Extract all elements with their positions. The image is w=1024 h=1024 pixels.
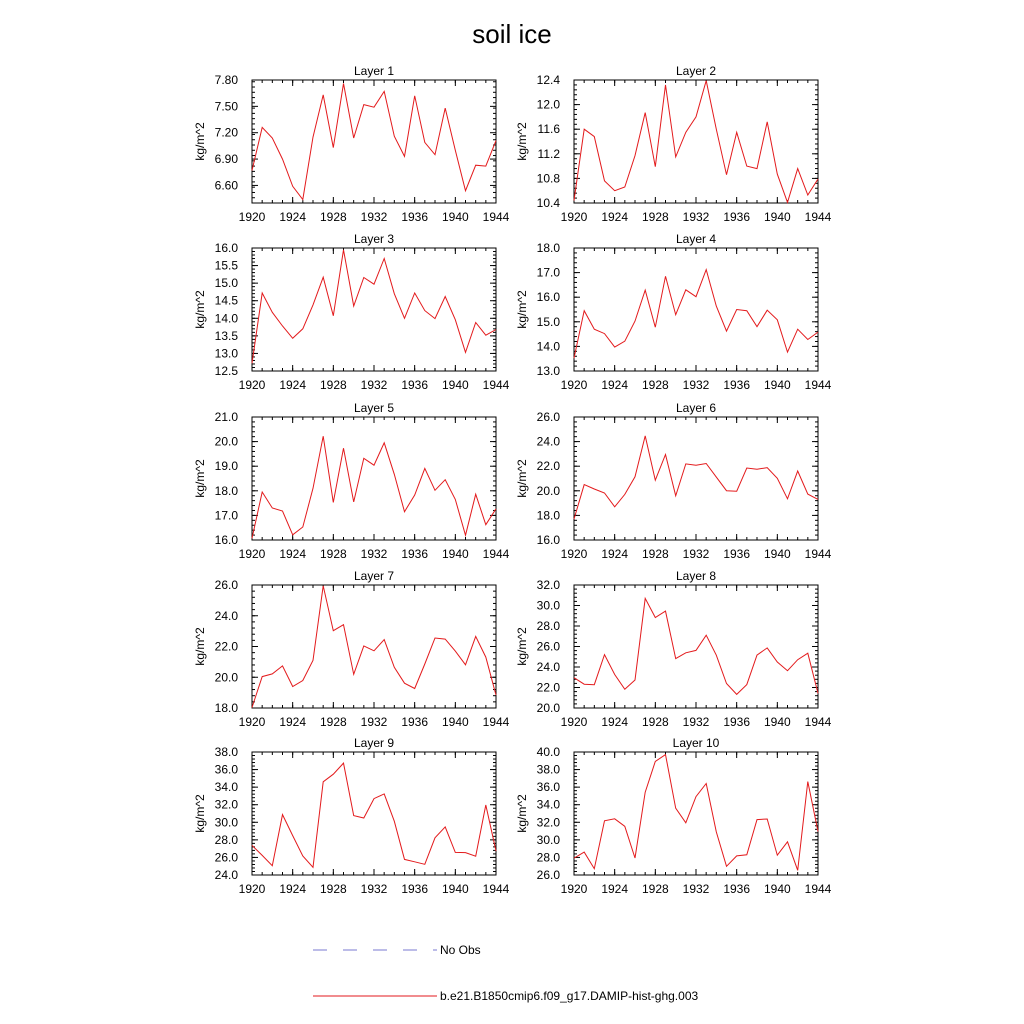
y-tick-label: 28.0 <box>536 619 560 633</box>
x-tick-label: 1936 <box>723 547 751 561</box>
y-tick-label: 36.0 <box>536 780 560 795</box>
y-tick-label: 26.0 <box>536 868 560 882</box>
x-tick-label: 1944 <box>482 715 510 729</box>
x-tick-label: 1940 <box>441 210 469 224</box>
x-tick-label: 1944 <box>804 378 832 392</box>
chart-panel-3 <box>193 232 510 392</box>
x-tick-label: 1944 <box>804 547 832 561</box>
x-tick-label: 1920 <box>560 715 588 729</box>
figure-title: soil ice <box>472 19 552 49</box>
x-tick-label: 1928 <box>319 378 347 392</box>
y-tick-label: 38.0 <box>214 745 238 759</box>
x-tick-label: 1924 <box>279 210 307 224</box>
y-tick-label: 34.0 <box>536 797 560 812</box>
x-tick-label: 1936 <box>401 715 429 729</box>
y-tick-label: 6.90 <box>214 152 238 167</box>
panel-title: Layer 5 <box>353 401 395 415</box>
panel-title: Layer 7 <box>353 569 395 583</box>
x-tick-label: 1940 <box>441 378 469 392</box>
x-tick-label: 1928 <box>641 715 669 729</box>
y-tick-label: 18.0 <box>536 241 560 255</box>
panel-title: Layer 4 <box>675 232 717 246</box>
y-tick-label: 30.0 <box>536 832 560 847</box>
y-tick-label: 14.0 <box>536 339 560 354</box>
y-tick-label: 10.8 <box>536 171 560 186</box>
chart-panel-8 <box>515 569 832 729</box>
y-tick-label: 30.0 <box>536 598 560 613</box>
x-tick-label: 1944 <box>804 210 832 224</box>
series-line <box>574 436 818 519</box>
y-tick-label: 18.0 <box>536 508 560 523</box>
y-tick-label: 14.5 <box>214 293 238 308</box>
x-tick-label: 1920 <box>560 210 588 224</box>
y-tick-label: 12.4 <box>536 73 560 87</box>
plot-frame <box>574 417 818 540</box>
panel-title: Layer 6 <box>675 401 717 415</box>
plot-frame <box>252 417 496 540</box>
y-tick-label: 38.0 <box>536 762 560 777</box>
series-line <box>252 763 496 867</box>
series-line <box>574 755 818 871</box>
x-tick-label: 1944 <box>804 882 832 896</box>
y-tick-label: 13.5 <box>214 328 238 343</box>
x-tick-label: 1928 <box>641 378 669 392</box>
y-axis-label: kg/m^2 <box>515 122 529 161</box>
chart-panel-9 <box>193 736 510 896</box>
y-tick-label: 28.0 <box>214 832 238 847</box>
x-tick-label: 1940 <box>441 715 469 729</box>
y-tick-label: 10.4 <box>536 196 560 210</box>
chart-panel-10 <box>515 736 832 896</box>
x-tick-label: 1936 <box>723 715 751 729</box>
series-line <box>252 436 496 538</box>
y-axis-label: kg/m^2 <box>193 122 207 161</box>
x-tick-label: 1928 <box>319 882 347 896</box>
y-tick-label: 11.2 <box>537 146 560 161</box>
y-tick-label: 32.0 <box>214 797 238 812</box>
panel-title: Layer 10 <box>672 736 720 750</box>
y-tick-label: 18.0 <box>214 701 238 715</box>
y-tick-label: 17.0 <box>214 508 238 523</box>
y-tick-label: 14.0 <box>214 311 238 326</box>
x-tick-label: 1944 <box>804 715 832 729</box>
y-tick-label: 15.0 <box>536 314 560 329</box>
y-tick-label: 15.5 <box>214 258 238 273</box>
x-tick-label: 1928 <box>641 547 669 561</box>
x-tick-label: 1940 <box>763 715 791 729</box>
panel-title: Layer 2 <box>675 64 717 78</box>
panel-title: Layer 9 <box>353 736 395 750</box>
y-axis-label: kg/m^2 <box>193 794 207 833</box>
x-tick-label: 1940 <box>763 210 791 224</box>
x-tick-label: 1932 <box>682 378 710 392</box>
x-tick-label: 1944 <box>482 210 510 224</box>
y-tick-label: 22.0 <box>536 459 560 474</box>
x-tick-label: 1920 <box>238 547 266 561</box>
series-line <box>252 586 496 708</box>
x-tick-label: 1944 <box>482 882 510 896</box>
y-tick-label: 26.0 <box>214 578 238 592</box>
y-tick-label: 20.0 <box>536 483 560 498</box>
x-tick-label: 1920 <box>238 378 266 392</box>
y-tick-label: 18.0 <box>214 483 238 498</box>
x-tick-label: 1924 <box>601 210 629 224</box>
x-tick-label: 1940 <box>763 378 791 392</box>
y-tick-label: 16.0 <box>536 533 560 547</box>
y-axis-label: kg/m^2 <box>515 290 529 329</box>
y-tick-label: 24.0 <box>536 660 560 674</box>
x-tick-label: 1940 <box>763 882 791 896</box>
x-tick-label: 1928 <box>319 715 347 729</box>
y-axis-label: kg/m^2 <box>515 794 529 833</box>
chart-panel-7 <box>193 569 510 729</box>
x-tick-label: 1936 <box>723 210 751 224</box>
y-axis-label: kg/m^2 <box>515 627 529 666</box>
y-axis-label: kg/m^2 <box>193 459 207 498</box>
y-axis-label: kg/m^2 <box>193 627 207 666</box>
x-tick-label: 1924 <box>601 715 629 729</box>
plot-frame <box>574 585 818 708</box>
series-line <box>574 598 818 694</box>
y-tick-label: 34.0 <box>214 780 238 795</box>
x-tick-label: 1924 <box>601 378 629 392</box>
series-line <box>252 84 496 200</box>
y-tick-label: 16.0 <box>214 241 238 255</box>
x-tick-label: 1928 <box>641 210 669 224</box>
y-tick-label: 26.0 <box>536 639 560 654</box>
y-tick-label: 28.0 <box>536 850 560 865</box>
plot-frame <box>574 752 818 875</box>
y-tick-label: 32.0 <box>536 578 560 592</box>
y-tick-label: 22.0 <box>214 639 238 654</box>
x-tick-label: 1936 <box>723 378 751 392</box>
y-tick-label: 17.0 <box>536 265 560 280</box>
y-tick-label: 11.6 <box>537 122 560 137</box>
legend <box>313 943 698 1003</box>
y-tick-label: 20.0 <box>214 434 238 449</box>
y-tick-label: 36.0 <box>214 762 238 777</box>
plot-frame <box>252 248 496 371</box>
legend-obs-label: No Obs <box>440 943 481 957</box>
chart-panel-1 <box>193 64 510 224</box>
x-tick-label: 1944 <box>482 547 510 561</box>
series-line <box>574 81 818 203</box>
x-tick-label: 1924 <box>601 547 629 561</box>
x-tick-label: 1936 <box>401 210 429 224</box>
x-tick-label: 1932 <box>682 210 710 224</box>
x-tick-label: 1932 <box>360 210 388 224</box>
x-tick-label: 1924 <box>279 378 307 392</box>
x-tick-label: 1944 <box>482 378 510 392</box>
y-axis-label: kg/m^2 <box>193 290 207 329</box>
x-tick-label: 1920 <box>238 882 266 896</box>
y-tick-label: 26.0 <box>214 850 238 865</box>
y-tick-label: 7.80 <box>214 73 238 87</box>
plot-frame <box>252 752 496 875</box>
y-tick-label: 24.0 <box>214 608 238 623</box>
x-tick-label: 1932 <box>682 715 710 729</box>
y-tick-label: 7.20 <box>214 125 238 140</box>
plot-frame <box>252 585 496 708</box>
y-tick-label: 20.0 <box>536 701 560 715</box>
y-tick-label: 24.0 <box>536 434 560 449</box>
panels-grid <box>193 64 832 896</box>
x-tick-label: 1940 <box>441 882 469 896</box>
x-tick-label: 1936 <box>401 378 429 392</box>
y-tick-label: 32.0 <box>536 815 560 830</box>
y-tick-label: 20.0 <box>214 670 238 685</box>
y-tick-label: 6.60 <box>214 178 238 193</box>
x-tick-label: 1924 <box>279 882 307 896</box>
chart-panel-5 <box>193 401 510 561</box>
y-tick-label: 24.0 <box>214 868 238 882</box>
chart-panel-6 <box>515 401 832 561</box>
x-tick-label: 1936 <box>401 882 429 896</box>
x-tick-label: 1932 <box>360 715 388 729</box>
x-tick-label: 1932 <box>360 882 388 896</box>
y-axis-label: kg/m^2 <box>515 459 529 498</box>
y-tick-label: 13.0 <box>536 364 560 378</box>
y-tick-label: 22.0 <box>536 680 560 695</box>
x-tick-label: 1928 <box>641 882 669 896</box>
chart-panel-4 <box>515 232 832 392</box>
y-tick-label: 16.0 <box>214 533 238 547</box>
y-tick-label: 16.0 <box>536 290 560 305</box>
x-tick-label: 1920 <box>238 715 266 729</box>
plot-frame <box>574 248 818 371</box>
panel-title: Layer 8 <box>675 569 717 583</box>
series-line <box>252 250 496 363</box>
x-tick-label: 1924 <box>279 547 307 561</box>
y-tick-label: 21.0 <box>214 410 238 424</box>
x-tick-label: 1940 <box>441 547 469 561</box>
x-tick-label: 1920 <box>560 547 588 561</box>
x-tick-label: 1924 <box>279 715 307 729</box>
y-tick-label: 12.5 <box>214 364 238 378</box>
plot-frame <box>252 80 496 203</box>
panel-title: Layer 3 <box>353 232 395 246</box>
y-tick-label: 19.0 <box>214 459 238 474</box>
legend-model-label: b.e21.B1850cmip6.f09_g17.DAMIP-hist-ghg.003 <box>440 989 699 1003</box>
y-tick-label: 30.0 <box>214 815 238 830</box>
x-tick-label: 1936 <box>401 547 429 561</box>
y-tick-label: 12.0 <box>536 97 560 112</box>
x-tick-label: 1924 <box>601 882 629 896</box>
x-tick-label: 1920 <box>560 378 588 392</box>
x-tick-label: 1932 <box>682 547 710 561</box>
x-tick-label: 1928 <box>319 547 347 561</box>
series-line <box>574 270 818 359</box>
x-tick-label: 1932 <box>682 882 710 896</box>
x-tick-label: 1932 <box>360 547 388 561</box>
x-tick-label: 1932 <box>360 378 388 392</box>
y-tick-label: 26.0 <box>536 410 560 424</box>
y-tick-label: 7.50 <box>214 99 238 114</box>
chart-panel-2 <box>515 64 832 224</box>
x-tick-label: 1920 <box>560 882 588 896</box>
panel-title: Layer 1 <box>353 64 395 78</box>
x-tick-label: 1920 <box>238 210 266 224</box>
y-tick-label: 40.0 <box>536 745 560 759</box>
y-tick-label: 15.0 <box>214 276 238 291</box>
x-tick-label: 1940 <box>763 547 791 561</box>
y-tick-label: 13.0 <box>214 346 238 361</box>
x-tick-label: 1928 <box>319 210 347 224</box>
x-tick-label: 1936 <box>723 882 751 896</box>
